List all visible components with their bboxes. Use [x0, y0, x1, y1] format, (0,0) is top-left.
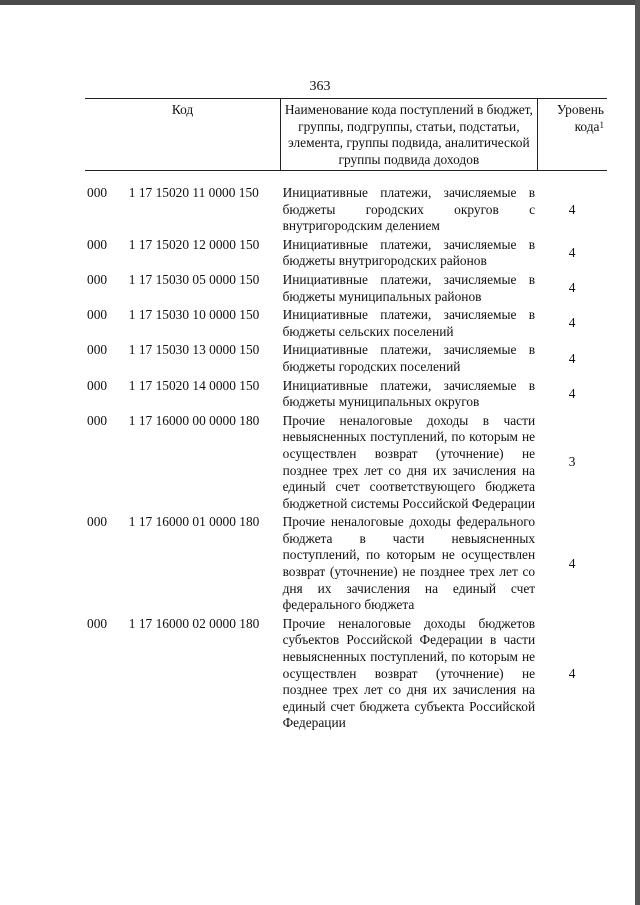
footnote-marker: 1 [599, 119, 604, 130]
admin-code-cell: 000 [87, 514, 108, 530]
code-level-cell: 4 [568, 315, 576, 331]
budget-code-cell: 1 17 16000 01 0000 180 [128, 514, 260, 530]
table-row [85, 183, 607, 235]
revenue-name-cell: Прочие неналоговые доходы федерального бюджета в части невыясненных поступлений, по которым не осуществлен возврат (уточнение) не позднее трех лет со дня их зачисления на единый счет федерального бюджета [282, 514, 536, 613]
code-level-cell: 4 [568, 280, 576, 296]
code-level-cell: 3 [568, 454, 576, 470]
code-level-cell: 4 [568, 245, 576, 261]
code-level-cell: 4 [568, 201, 576, 217]
code-level-cell: 4 [568, 350, 576, 366]
table-header-row [85, 99, 607, 171]
revenue-codes-table [85, 98, 607, 732]
revenue-name-cell: Прочие неналоговые доходы в части невыясненных поступлений, по которым не осуществлен возврат (уточнение) не позднее трех лет со дня их зачисления на единый счет соответствующего бюджета бюджетной системы Российской Федерации [282, 412, 536, 511]
budget-code-cell: 1 17 15030 13 0000 150 [128, 342, 260, 358]
revenue-name-cell: Инициативные платежи, зачисляемые в бюджеты муниципальных округов [282, 377, 536, 410]
table-row [85, 614, 607, 732]
admin-code-cell: 000 [87, 271, 108, 287]
budget-code-cell: 1 17 16000 02 0000 180 [128, 615, 260, 631]
admin-code-cell: 000 [87, 412, 108, 428]
revenue-name-cell: Инициативные платежи, зачисляемые в бюджеты внутригородских районов [282, 236, 536, 269]
header-spacer [85, 171, 607, 184]
revenue-name-cell: Инициативные платежи, зачисляемые в бюджеты городских поселений [282, 342, 536, 374]
code-level-cell: 4 [568, 665, 576, 681]
header-level: Уровень кода$^1$ [537, 99, 607, 171]
scan-right-edge [635, 0, 640, 905]
revenue-name-cell: Прочие неналоговые доходы бюджетов субъектов Российской Федерации в части невыясненных поступлений, по которым не осуществлен возврат (уточнение) не позднее трех лет со дня их зачисления на единый счет бюджета субъекта Российской Федерации [282, 615, 536, 731]
table-row [85, 411, 607, 513]
budget-code-cell: 1 17 15030 10 0000 150 [128, 307, 260, 323]
budget-code-cell: 1 17 15020 11 0000 150 [128, 185, 259, 200]
revenue-name-cell: Инициативные платежи, зачисляемые в бюджеты сельских поселений [282, 307, 536, 339]
table-row [85, 270, 607, 305]
table-row [85, 340, 607, 375]
code-level-cell: 4 [568, 385, 576, 401]
revenue-name-cell: Инициативные платежи, зачисляемые в бюджеты городских округов с внутригородским делением [282, 185, 536, 234]
header-name: Наименование кода поступлений в бюджет, группы, подгруппы, статьи, подстатьи, элемента, группы подвида, аналитической группы подвида доходов [281, 99, 538, 171]
budget-code-cell: 1 17 16000 00 0000 180 [128, 412, 260, 428]
admin-code-cell: 000 [87, 615, 108, 631]
table-row [85, 512, 607, 614]
admin-code-cell: 000 [87, 236, 108, 252]
header-code: Код [85, 99, 281, 171]
budget-code-cell: 1 17 15020 12 0000 150 [128, 236, 260, 252]
budget-code-cell: 1 17 15020 14 0000 150 [128, 377, 260, 393]
budget-code-cell: 1 17 15030 05 0000 150 [128, 271, 260, 287]
scan-top-edge [0, 0, 640, 5]
table-row [85, 376, 607, 411]
admin-code-cell: 000 [87, 377, 108, 393]
revenue-name-cell: Инициативные платежи, зачисляемые в бюджеты муниципальных районов [282, 271, 536, 304]
admin-code-cell: 000 [87, 342, 108, 358]
admin-code-cell: 000 [87, 185, 108, 200]
table-row [85, 305, 607, 340]
admin-code-cell: 000 [87, 307, 108, 323]
table-body [85, 171, 607, 733]
table-row [85, 235, 607, 270]
code-level-cell: 4 [568, 555, 576, 571]
page-number: 363 [309, 79, 331, 94]
